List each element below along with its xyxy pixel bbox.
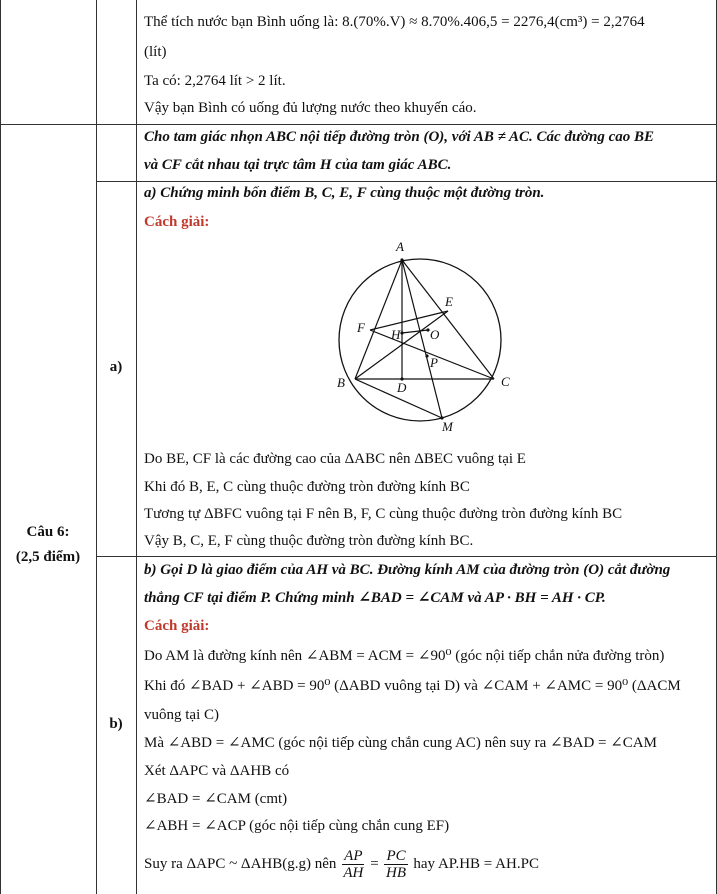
point-label-e: E: [445, 294, 453, 309]
point-label-c: C: [501, 374, 510, 389]
question-label: Câu 6:: [26, 524, 70, 540]
problem-statement-1: Cho tam giác nhọn ABC nội tiếp đường tròn (O), với AB ≠ AC. Các đường cao BE: [144, 129, 655, 145]
part-b-task-1: b) Gọi D là giao điểm của AH và BC. Đường kính AM của đường tròn (O) cắt đường: [144, 562, 671, 578]
part-a-line-2: Khi đó B, E, C cùng thuộc đường tròn đường kính BC: [144, 479, 470, 495]
part-b-line-7: ∠ABH = ∠ACP (góc nội tiếp cùng chắn cung EF): [144, 818, 450, 834]
part-a-task: a) Chứng minh bốn điểm B, C, E, F cùng thuộc một đường tròn.: [144, 185, 545, 201]
table-col-divider-1: [96, 0, 97, 894]
part-b-line-2: Khi đó ∠BAD + ∠ABD = 90⁰ (ΔABD vuông tại D) và ∠CAM + ∠AMC = 90⁰ (ΔACM: [144, 678, 681, 694]
point-label-h: H: [391, 327, 401, 342]
point-label-d: D: [397, 380, 407, 395]
part-b-line-5: Xét ΔAPC và ΔAHB có: [144, 763, 290, 779]
ratio-pc-hb: [384, 848, 407, 881]
point-label-b: B: [337, 375, 345, 390]
question-points: (2,5 điểm): [15, 549, 81, 565]
point-label-o: O: [430, 327, 440, 342]
part-b-line-6: ∠BAD = ∠CAM (cmt): [144, 791, 288, 807]
similarity-statement: Suy ra ΔAPC ~ ΔAHB(g.g) nên: [144, 856, 337, 872]
point-a-dot: [400, 258, 403, 261]
part-b-line-8: [144, 846, 539, 882]
part-b-line-1: Do AM là đường kính nên ∠ABM = ACM = ∠90⁰ (góc nội tiếp chắn nửa đường tròn): [144, 648, 665, 664]
ratio-ap-ah: [342, 848, 364, 881]
part-a-label: a): [109, 359, 123, 375]
point-p-dot: [425, 354, 428, 357]
row-divider-3: [96, 556, 717, 557]
conclusion-line: Vậy bạn Bình có uống đủ lượng nước theo khuyến cáo.: [144, 100, 477, 116]
ratio-equals: =: [370, 856, 379, 872]
point-label-p: P: [430, 355, 438, 370]
ratio-pc-hb-denominator: HB: [386, 865, 407, 882]
part-a-solution-label: Cách giải:: [144, 214, 210, 230]
problem-statement-2: và CF cắt nhau tại trực tâm H của tam giác ABC.: [144, 157, 452, 173]
row-divider-1: [0, 124, 717, 125]
part-b-solution-label: Cách giải:: [144, 618, 210, 634]
part-a-line-3: Tương tự ΔBFC vuông tại F nên B, F, C cùng thuộc đường tròn đường kính BC: [144, 506, 623, 522]
table-border-left: [0, 0, 1, 894]
ratio-pc-hb-numerator: PC: [386, 848, 406, 865]
part-b-line-3: vuông tại C): [144, 707, 219, 723]
table-col-divider-2: [136, 0, 137, 894]
comparison-line: Ta có: 2,2764 lít > 2 lít.: [144, 73, 286, 89]
row-divider-2: [96, 181, 717, 182]
ratio-ap-ah-denominator: AH: [343, 865, 364, 882]
point-label-f: F: [357, 320, 365, 335]
part-b-task-2: thẳng CF tại điểm P. Chứng minh ∠BAD = ∠CAM và AP · BH = AH · CP.: [144, 590, 606, 606]
final-equality: hay AP.HB = AH.PC: [413, 856, 539, 872]
volume-unit-line: (lít): [144, 44, 167, 60]
ratio-ap-ah-numerator: AP: [344, 848, 363, 865]
volume-calc-line: Thể tích nước bạn Bình uống là: 8.(70%.V) ≈ 8.70%.406,5 = 2276,4(cm³) = 2,2764: [144, 14, 645, 30]
part-b-label: b): [109, 716, 123, 732]
part-b-line-4: Mà ∠ABD = ∠AMC (góc nội tiếp cùng chắn cung AC) nên suy ra ∠BAD = ∠CAM: [144, 735, 657, 751]
point-label-a: A: [396, 239, 404, 254]
point-label-m: M: [442, 419, 453, 432]
part-a-line-1: Do BE, CF là các đường cao của ΔABC nên ΔBEC vuông tại E: [144, 451, 526, 467]
segment-ho: [402, 330, 428, 333]
geometry-figure: [320, 232, 520, 432]
part-a-line-4: Vậy B, C, E, F cùng thuộc đường tròn đường kính BC.: [144, 533, 474, 549]
point-h-dot: [400, 331, 403, 334]
